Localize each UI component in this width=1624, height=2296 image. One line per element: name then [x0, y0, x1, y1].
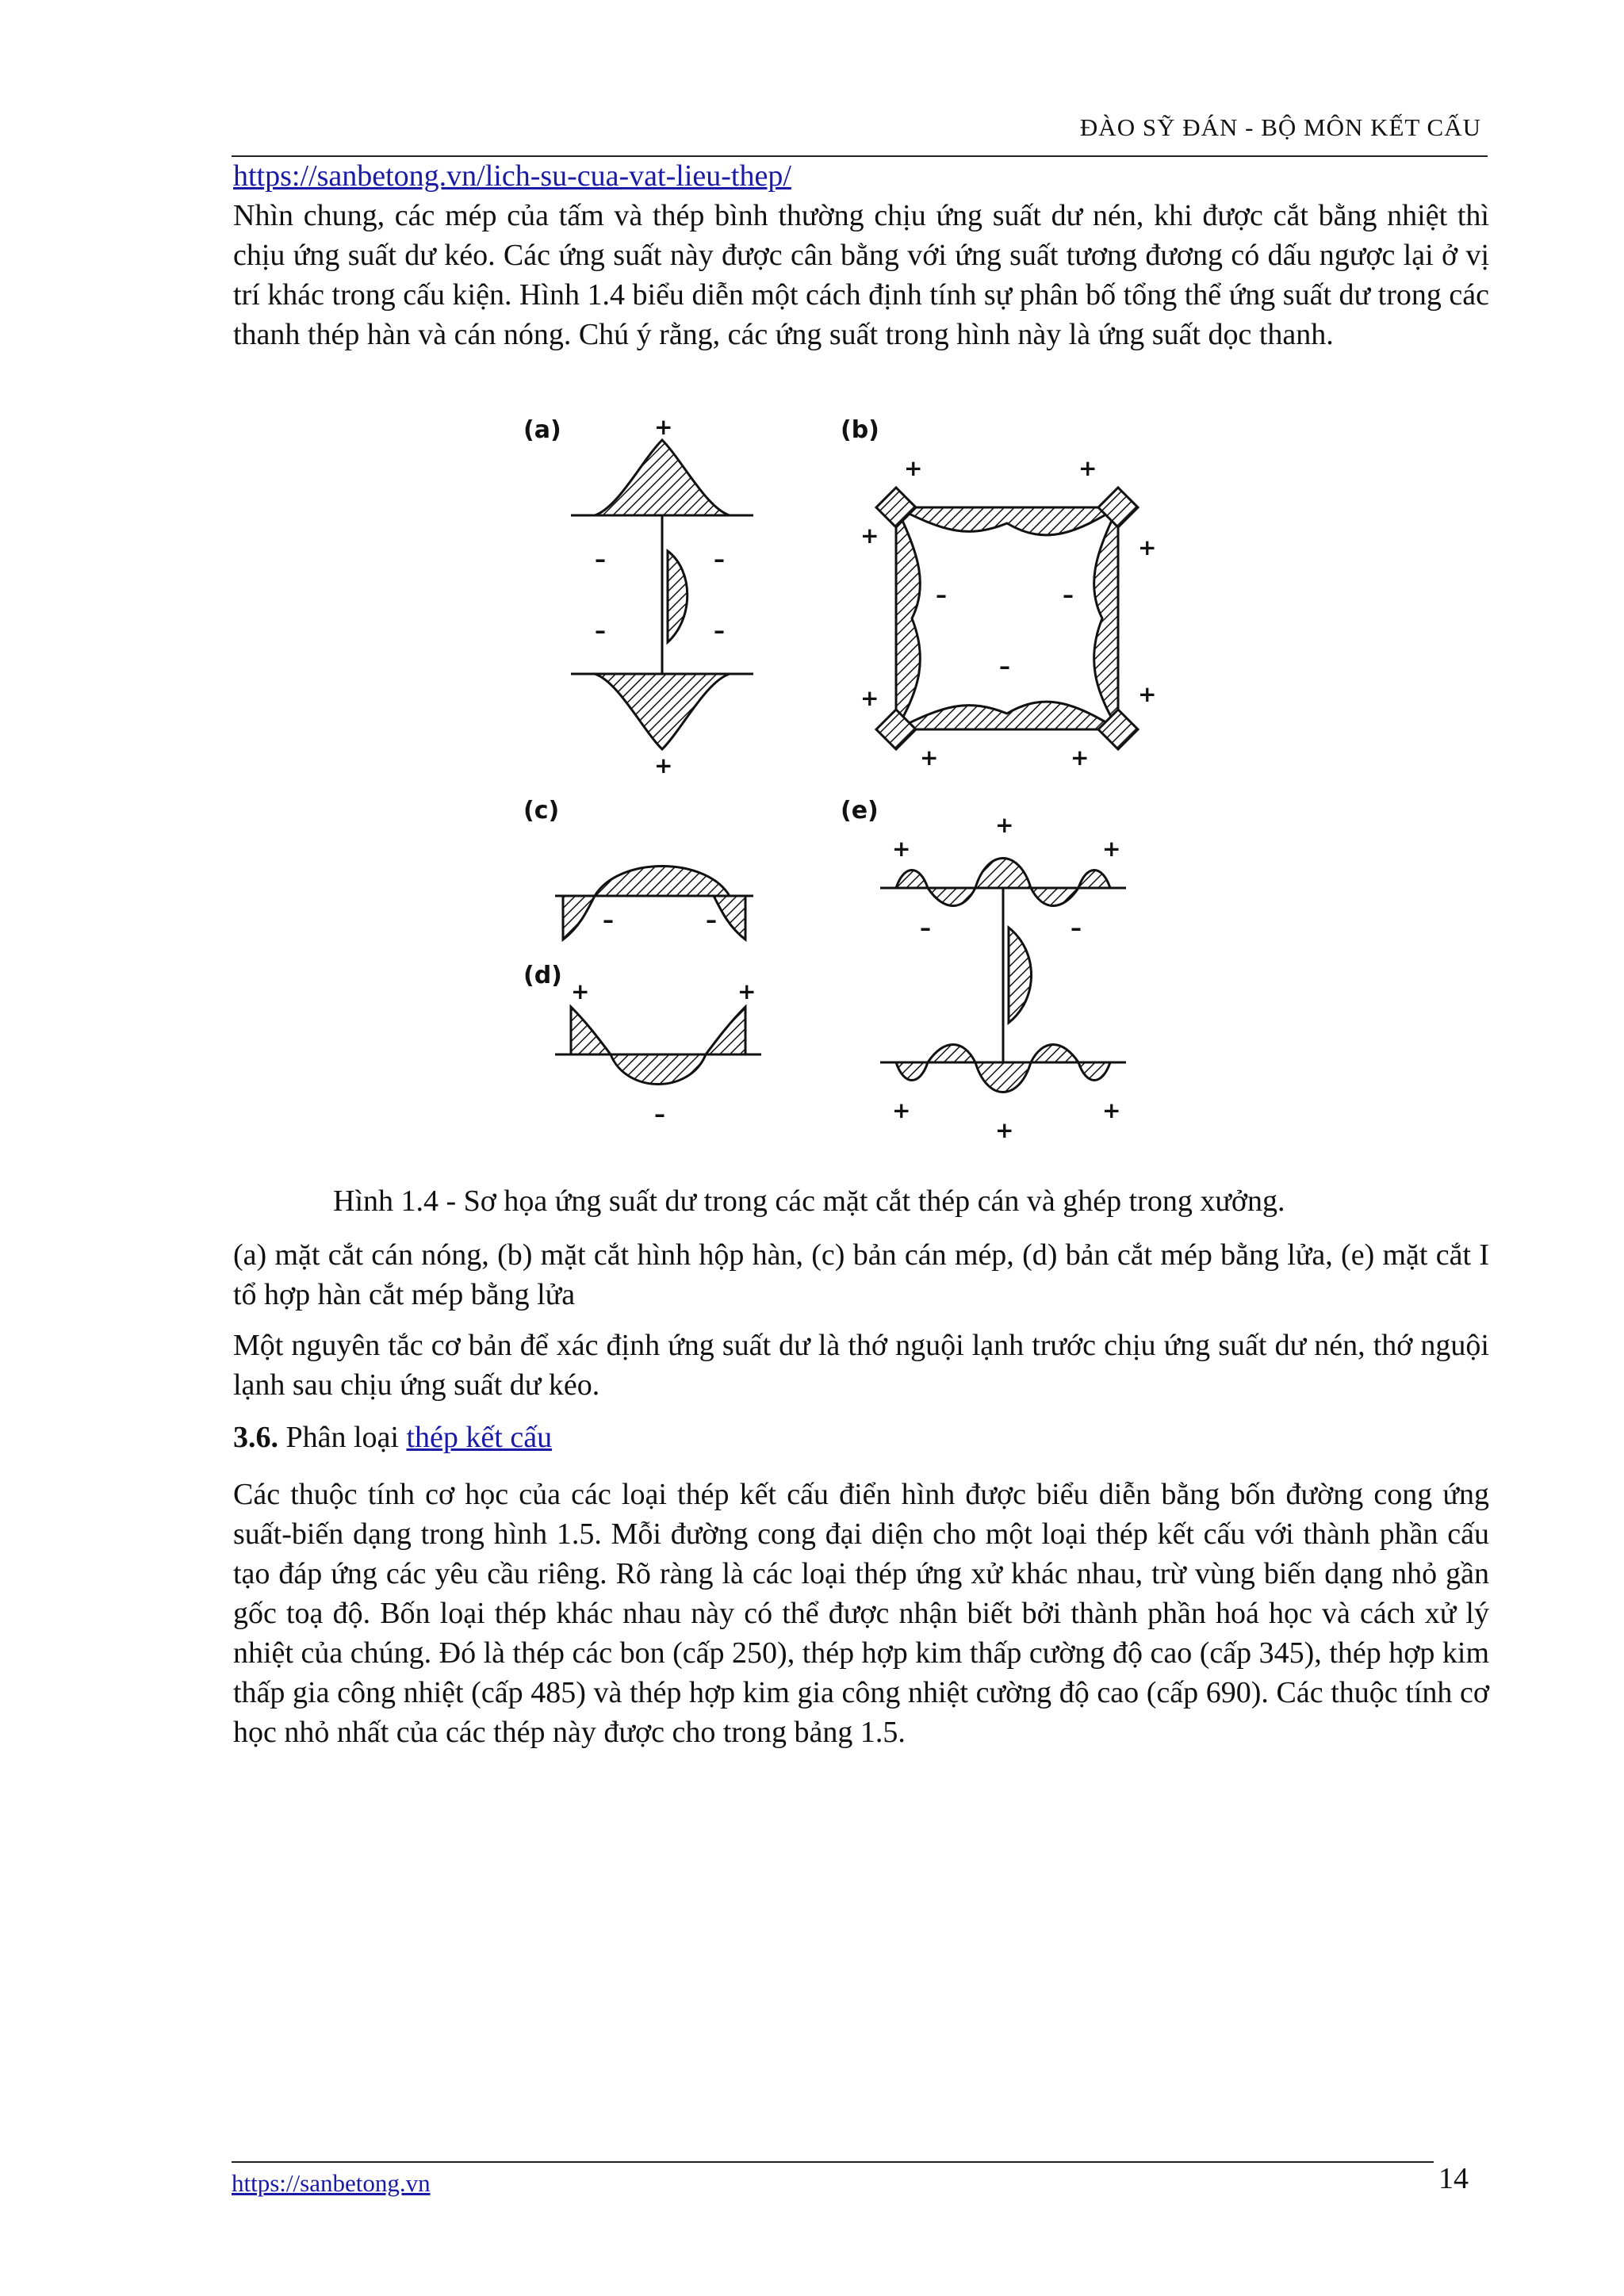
box-b	[896, 507, 1118, 729]
sign-c-minus-2: –	[706, 907, 717, 933]
label-e: (e)	[841, 797, 879, 825]
intro-block	[233, 156, 1489, 354]
figure-1-4	[523, 412, 1158, 1150]
sign-e-plus-1: +	[892, 836, 911, 862]
stress-b-bottom	[896, 702, 1118, 729]
sign-d-plus-1: +	[571, 978, 590, 1004]
sign-a-plus-bottom: +	[654, 752, 673, 779]
section-title-link[interactable]: thép kết cấu	[406, 1421, 553, 1454]
sign-a-minus-2: –	[714, 546, 725, 572]
stress-b-top	[896, 507, 1118, 535]
source-link[interactable]: https://sanbetong.vn/lich-su-cua-vat-lieu-thep/	[233, 159, 791, 193]
panel-c	[523, 797, 753, 939]
section-paragraph: Các thuộc tính cơ học của các loại thép kết cấu điển hình được biểu diễn bằng bốn đường cong ứng suất-biến dạng trong hình 1.5. Mỗi đường cong đại diện cho một loại thép kết cấu với thành phần cấu tạo đáp ứng các yêu cầu riêng. Rõ ràng là các loại thép ứng xử khác nhau, trừ vùng biến dạng nhỏ gần gốc toạ độ. Bốn loại thép khác nhau này có thể được nhận biết bởi thành phần hoá học và cách xử lý nhiệt của chúng. Đó là thép các bon (cấp 250), thép hợp kim thấp cường độ cao (cấp 345), thép hợp kim thấp gia công nhiệt (cấp 485) và thép hợp kim gia công nhiệt cường độ cao (cấp 690). Các thuộc tính cơ học nhỏ nhất của các thép này được cho trong bảng 1.5.	[233, 1478, 1489, 1749]
corner-b-br	[1098, 710, 1138, 749]
figure-caption: Hình 1.4 - Sơ họa ứng suất dư trong các mặt cắt thép cán và ghép trong xưởng.	[333, 1184, 1285, 1218]
sign-b-minus-3: –	[999, 653, 1010, 679]
label-a: (a)	[523, 416, 561, 444]
section-body	[233, 1475, 1489, 1752]
footer-rule	[232, 2161, 1434, 2163]
label-c: (c)	[523, 797, 560, 825]
sign-b-plus-4: +	[1138, 534, 1157, 561]
page-number: 14	[1438, 2162, 1469, 2195]
stress-c-left	[563, 896, 595, 939]
sign-b-minus-1: –	[936, 582, 947, 608]
stress-b-right	[1094, 507, 1118, 729]
sign-a-minus-1: –	[595, 546, 606, 572]
sign-b-minus-2: –	[1063, 582, 1074, 608]
sign-c-minus-1: –	[603, 907, 614, 933]
sign-b-plus-8: +	[1071, 744, 1090, 771]
intro-paragraph: Nhìn chung, các mép của tấm và thép bình thường chịu ứng suất dư nén, khi được cắt bằng nhiệt thì chịu ứng suất dư kéo. Các ứng suất này được cân bằng với ứng suất tương đương có dấu ngược lại ở vị trí khác trong cấu kiện. Hình 1.4 biểu diễn một cách định tính sự phân bố tổng thể ứng suất dư trong các thanh thép hàn và cán nóng. Chú ý rằng, các ứng suất trong hình này là ứng suất dọc thanh.	[233, 199, 1489, 351]
stress-a-web	[668, 551, 688, 642]
sign-e-plus-3: +	[1102, 836, 1121, 862]
sign-e-plus-6: +	[1102, 1097, 1121, 1123]
sign-e-minus-1: –	[920, 915, 931, 941]
stress-d-left	[571, 1007, 611, 1054]
sign-b-plus-1: +	[904, 455, 923, 481]
corner-b-tr	[1098, 488, 1138, 527]
panel-e	[841, 797, 1126, 1143]
legend-block	[233, 1235, 1489, 1314]
running-header: ĐÀO SỸ ĐÁN - BỘ MÔN KẾT CẤU	[1079, 113, 1481, 141]
panel-d	[523, 962, 761, 1127]
sign-b-plus-6: +	[1138, 681, 1157, 707]
section-number: 3.6.	[233, 1421, 278, 1454]
corner-b-tl	[876, 488, 916, 527]
stress-b-left	[896, 507, 920, 729]
principle-block	[233, 1326, 1489, 1405]
footer-link[interactable]: https://sanbetong.vn	[232, 2169, 431, 2197]
label-d: (d)	[523, 962, 562, 989]
sign-a-plus-top: +	[654, 414, 673, 440]
sign-d-plus-2: +	[737, 978, 756, 1004]
label-b: (b)	[841, 416, 879, 444]
stress-a-bottom	[595, 674, 730, 749]
stress-e-web	[1009, 928, 1032, 1023]
residual-stress-diagram	[523, 412, 1158, 1150]
sign-e-plus-2: +	[995, 812, 1014, 838]
principle-paragraph: Một nguyên tắc cơ bản để xác định ứng suất dư là thớ nguội lạnh trước chịu ứng suất dư nén, thớ nguội lạnh sau chịu ứng suất dư kéo.	[233, 1329, 1489, 1402]
sign-d-minus: –	[654, 1101, 665, 1127]
sign-e-plus-5: +	[995, 1117, 1014, 1143]
section-title-prefix: Phân loại	[285, 1421, 399, 1454]
sign-b-plus-3: +	[860, 522, 879, 549]
sign-b-plus-5: +	[860, 685, 879, 711]
stress-d-mid	[611, 1054, 706, 1085]
sign-a-minus-4: –	[714, 618, 725, 644]
sign-e-plus-4: +	[892, 1097, 911, 1123]
panel-a	[523, 414, 753, 779]
stress-a-top	[595, 440, 730, 515]
stress-c-right	[714, 896, 745, 939]
panel-b	[841, 416, 1156, 771]
sign-b-plus-2: +	[1078, 455, 1097, 481]
sign-a-minus-3: –	[595, 618, 606, 644]
figure-legend: (a) mặt cắt cán nóng, (b) mặt cắt hình hộp hàn, (c) bản cán mép, (d) bản cắt mép bằng lửa, (e) mặt cắt I tổ hợp hàn cắt mép bằng lửa	[233, 1238, 1489, 1311]
sign-b-plus-7: +	[920, 744, 939, 771]
stress-c-mid	[595, 867, 730, 897]
stress-d-right	[706, 1007, 745, 1054]
corner-b-bl	[876, 710, 916, 749]
section-heading	[233, 1418, 1489, 1457]
sign-e-minus-2: –	[1071, 915, 1082, 941]
